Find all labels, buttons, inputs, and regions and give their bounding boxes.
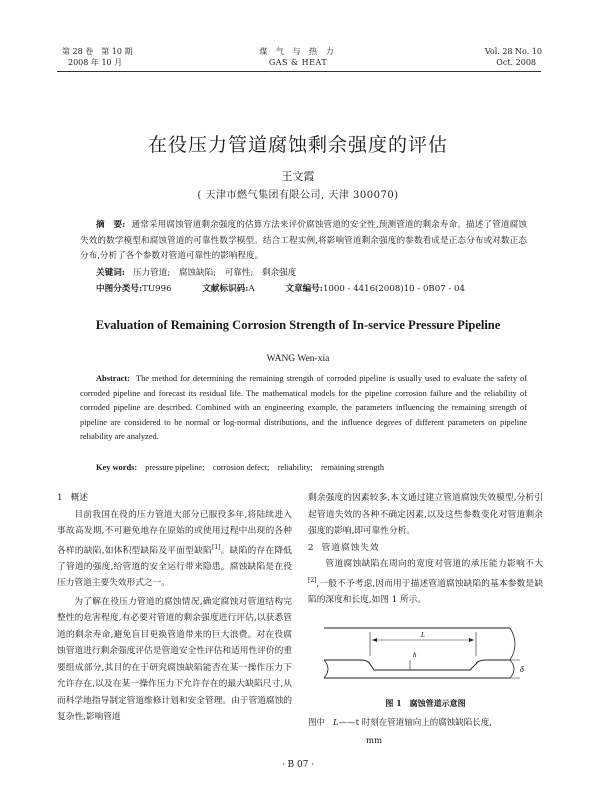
keywords-text-cn: 压力管道; 腐蚀缺陷; 可靠性; 剩余强度 bbox=[132, 268, 297, 278]
label-h: h bbox=[413, 651, 417, 659]
affiliation-cn: ( 天津市燃气集团有限公司, 天津 300070) bbox=[197, 190, 399, 201]
journal-name-cn: 煤 气 与 热 力 bbox=[259, 47, 337, 56]
journal-volume-en bbox=[464, 46, 542, 68]
note-unit: mm bbox=[366, 736, 383, 746]
left-column bbox=[57, 490, 292, 726]
doc-code-value: A bbox=[248, 284, 255, 294]
section-1-title: 概述 bbox=[70, 493, 88, 503]
abstract-text-en: The method for determining the remaining strength of corroded pipeline is usually used to evaluate the safety of corroded pipeline and forecast its residual life. The mathematical models for the pipeline corrosion failure and the reliability of corroded pipeline are described. Combined with an engineering example, the parameters influencing the remaining strength of pipeline are considered to be normal or log-normal distributions, and the influence degrees of different parameters on pipeline reliability are analyzed. bbox=[80, 374, 527, 442]
abstract-text-cn: 通常采用腐蚀管道剩余强度的估算方法来评价腐蚀管道的安全性,预测管道的剩余寿命。描述了管道腐蚀失效的数学模型和腐蚀管道的可靠性数学模型。结合工程实例,将影响管道剩余强度的参数看成是正态分布或对数正态分布,分析了各个参数对管道可靠性的影响程度。 bbox=[80, 220, 527, 261]
paragraph-4: 管道腐蚀缺陷在周向的宽度对管道的承压能力影响不大[2],一般不予考虑,因而用于描述管道腐蚀缺陷的基本参数是缺陷的深度和长度,如图 1 所示。 bbox=[308, 559, 543, 605]
abstract-en bbox=[80, 372, 527, 445]
header-rule bbox=[57, 71, 541, 72]
right-column bbox=[308, 490, 543, 608]
paragraph-3: 剩余强度的因素较多,本文通过建立管道腐蚀失效模型,分析引起管道失效的各种不确定因素,以及这些参数变化对管道剩余强度的影响,即可靠性分析。 bbox=[308, 493, 543, 536]
journal-volume-issue bbox=[62, 46, 133, 68]
section-2-number: 2 bbox=[308, 542, 314, 553]
journal-name bbox=[218, 46, 378, 68]
keywords-text-en: pressure pipeline; corrosion defect; reliability; remaining strength bbox=[145, 463, 385, 472]
abstract-label-en: Abstract: bbox=[96, 374, 130, 383]
section-2-heading bbox=[308, 540, 543, 557]
keywords-en bbox=[96, 461, 384, 473]
article-no-value: 1000 - 4416(2008)10 - 0B07 - 04 bbox=[322, 284, 465, 294]
paper-title-en: Evaluation of Remaining Corrosion Strength of In-service Pressure Pipeline bbox=[95, 318, 501, 332]
keywords-cn bbox=[96, 266, 296, 278]
abstract-label-cn: 摘 要: bbox=[96, 220, 126, 230]
keywords-label-cn: 关键词: bbox=[96, 268, 125, 278]
class-value: TU996 bbox=[142, 284, 172, 294]
note-prefix: 图中 bbox=[308, 718, 326, 728]
section-1-number: 1 bbox=[57, 493, 63, 503]
note-symbol: L bbox=[333, 718, 339, 728]
issue-date-en: Oct. 2008 bbox=[496, 58, 536, 67]
label-L: L bbox=[421, 631, 425, 639]
paragraph-1: 目前我国在役的压力管道大部分已服役多年,将陆续进入事故高发期,不可避免地存在原始的或使用过程中出现的各种各样的缺陷,如体积型缺陷及平面型缺陷[1]。缺陷的存在降低了管道的强度,给管道的安全运行带来隐患。腐蚀缺陷是在役压力管道主要失效形式之一。 bbox=[57, 509, 292, 589]
citation-2: [2] bbox=[308, 576, 317, 584]
class-label: 中图分类号: bbox=[96, 284, 143, 294]
label-delta: δ bbox=[520, 665, 524, 674]
note-text: ——t 时刻在管道轴向上的腐蚀缺陷长度, bbox=[338, 718, 492, 728]
figure-1-caption: 图 1 腐蚀管道示意图 bbox=[385, 698, 466, 708]
corroded-pipe-diagram bbox=[320, 622, 532, 694]
author-en: WANG Wen-xia bbox=[266, 354, 330, 364]
section-2-title: 管道腐蚀失效 bbox=[321, 542, 380, 553]
journal-name-en: GAS & HEAT bbox=[268, 58, 328, 67]
volume-issue-en: Vol. 28 No. 10 bbox=[484, 47, 542, 56]
figure-1-note bbox=[308, 714, 543, 750]
classification-row bbox=[96, 282, 493, 294]
issue-date-text: 2008 年 10 月 bbox=[68, 58, 123, 67]
page-number: · B 07 · bbox=[281, 760, 315, 770]
volume-issue-text: 第 28 卷 第 10 期 bbox=[62, 47, 133, 56]
abstract-cn bbox=[80, 218, 527, 265]
keywords-label-en: Key words: bbox=[96, 463, 138, 472]
paper-title-cn: 在役压力管道腐蚀剩余强度的评估 bbox=[147, 134, 448, 156]
author-cn: 王文霞 bbox=[281, 170, 315, 183]
article-no-label: 文章编号: bbox=[285, 284, 323, 294]
paragraph-2: 为了解在役压力管道的腐蚀情况,确定腐蚀对管道结构完整性的危害程度,有必要对管道的剩余强度进行评估,以获悉管道的剩余寿命,避免盲目更换管道带来的巨大浪费。对在役腐蚀管道进行剩余强度评估是管道安全性评估和适用性评价的重要组成部分,其目的在于研究腐蚀缺陷能否在某一操作压力下允许存在,以及在某一操作压力下允许存在的最大缺陷尺寸,从而科学地指导制定管道维修计划和安全管理。由于管道腐蚀的复杂性,影响管道 bbox=[57, 596, 292, 723]
section-1-heading bbox=[57, 490, 292, 507]
citation-1: [1] bbox=[211, 543, 221, 551]
doc-code-label: 文献标识码: bbox=[202, 284, 249, 294]
